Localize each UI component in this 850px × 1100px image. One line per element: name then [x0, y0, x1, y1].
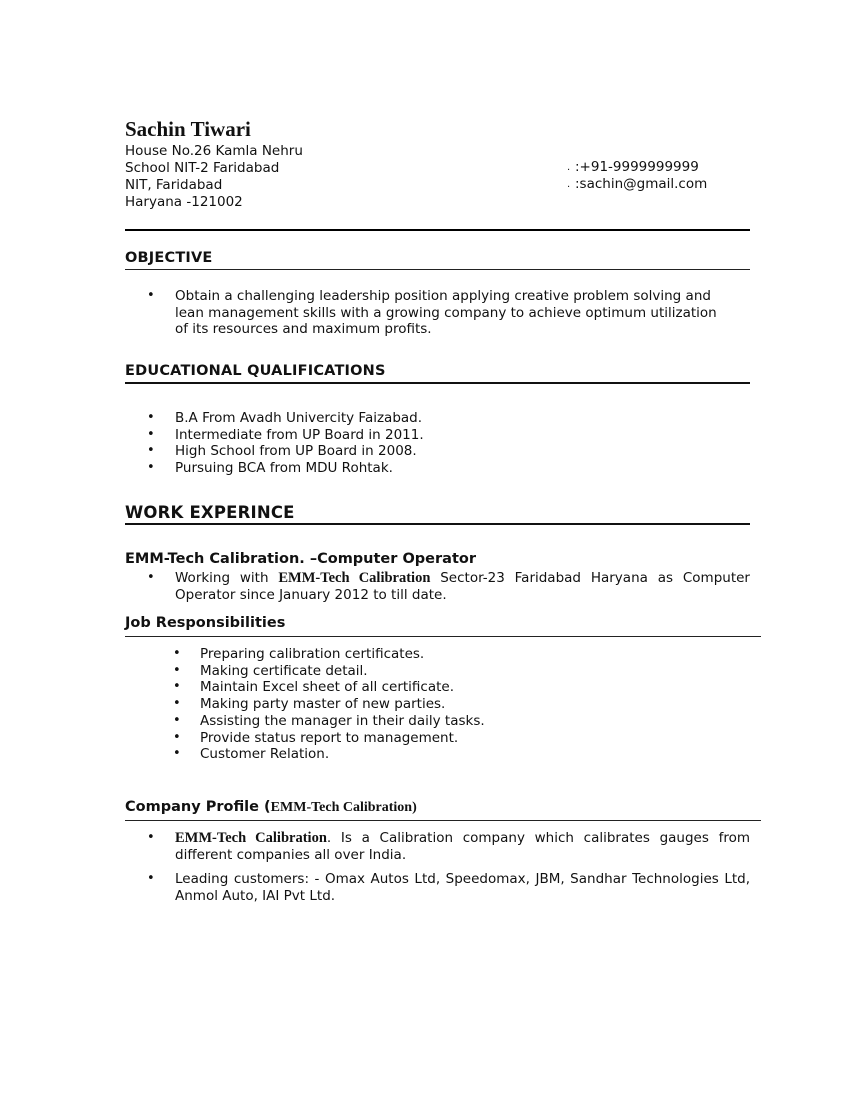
company-profile-label: Company Profile ( [125, 799, 271, 815]
objective-divider [125, 269, 750, 270]
company-desc: . Is a Calibration company which calibrates gauges from different companies all over India. [175, 830, 750, 863]
company-name: EMM-Tech Calibration [175, 830, 327, 846]
job-desc-suffix: Sector-23 Faridabad Haryana as Computer Operator since January 2012 to till date. [175, 570, 750, 603]
list-item [125, 830, 750, 863]
address-line: House No.26 Kamla Nehru [125, 143, 303, 159]
list-item: • Preparing calibration certificates. [125, 646, 750, 663]
list-item [125, 570, 750, 603]
list-item: • High School from UP Board in 2008. [125, 443, 733, 460]
company-name: EMM-Tech Calibration [278, 570, 431, 586]
phone-number: :+91-9999999999 [575, 159, 699, 175]
email-row [567, 176, 707, 193]
phone-icon: . [567, 162, 571, 173]
company-profile-heading [125, 799, 417, 816]
work-divider [125, 523, 750, 525]
list-item: • Making party master of new parties. [125, 696, 750, 713]
candidate-name: Sachin Tiwari [125, 117, 251, 141]
list-item: • Provide status report to management. [125, 730, 750, 747]
list-item: • Leading customers: - Omax Autos Ltd, Speedomax, JBM, Sandhar Technologies Ltd, Anmol Auto, IAI Pvt Ltd. [125, 871, 750, 904]
work-heading: WORK EXPERINCE [125, 503, 295, 522]
education-heading: EDUCATIONAL QUALIFICATIONS [125, 363, 386, 379]
list-item: • Customer Relation. [125, 746, 750, 763]
job-description-list [125, 570, 750, 603]
list-item: • B.A From Avadh Univercity Faizabad. [125, 410, 733, 427]
job-desc-prefix: Working with [175, 570, 279, 586]
responsibilities-heading: Job Responsibilities [125, 615, 286, 631]
phone-row [567, 159, 707, 176]
objective-list [125, 288, 733, 338]
objective-heading: OBJECTIVE [125, 250, 213, 266]
list-item: • Obtain a challenging leadership position applying creative problem solving and lean management skills with a growing company to achieve optimum utilization of its resources and maximum profits. [125, 288, 733, 338]
job-title: EMM-Tech Calibration. –Computer Operator [125, 551, 476, 567]
address-line: School NIT-2 Faridabad [125, 160, 280, 176]
list-item: • Pursuing BCA from MDU Rohtak. [125, 460, 733, 477]
company-profile-list [125, 830, 750, 905]
email-icon: . [567, 179, 571, 190]
education-list [125, 410, 733, 477]
email-address: :sachin@gmail.com [575, 176, 708, 192]
address-line: NIT, Faridabad [125, 177, 223, 193]
list-item: • Assisting the manager in their daily tasks. [125, 713, 750, 730]
education-divider [125, 382, 750, 384]
list-item: • Maintain Excel sheet of all certificate. [125, 679, 750, 696]
address-line: Haryana -121002 [125, 194, 243, 210]
responsibilities-list [125, 646, 750, 763]
company-profile-divider [125, 820, 761, 821]
contact-block [567, 159, 707, 193]
company-profile-company: EMM-Tech Calibration) [270, 800, 417, 815]
list-item: • Making certificate detail. [125, 663, 750, 680]
list-item: • Intermediate from UP Board in 2011. [125, 427, 733, 444]
responsibilities-divider [125, 636, 761, 637]
header-divider [125, 229, 750, 231]
address-block [125, 143, 303, 211]
